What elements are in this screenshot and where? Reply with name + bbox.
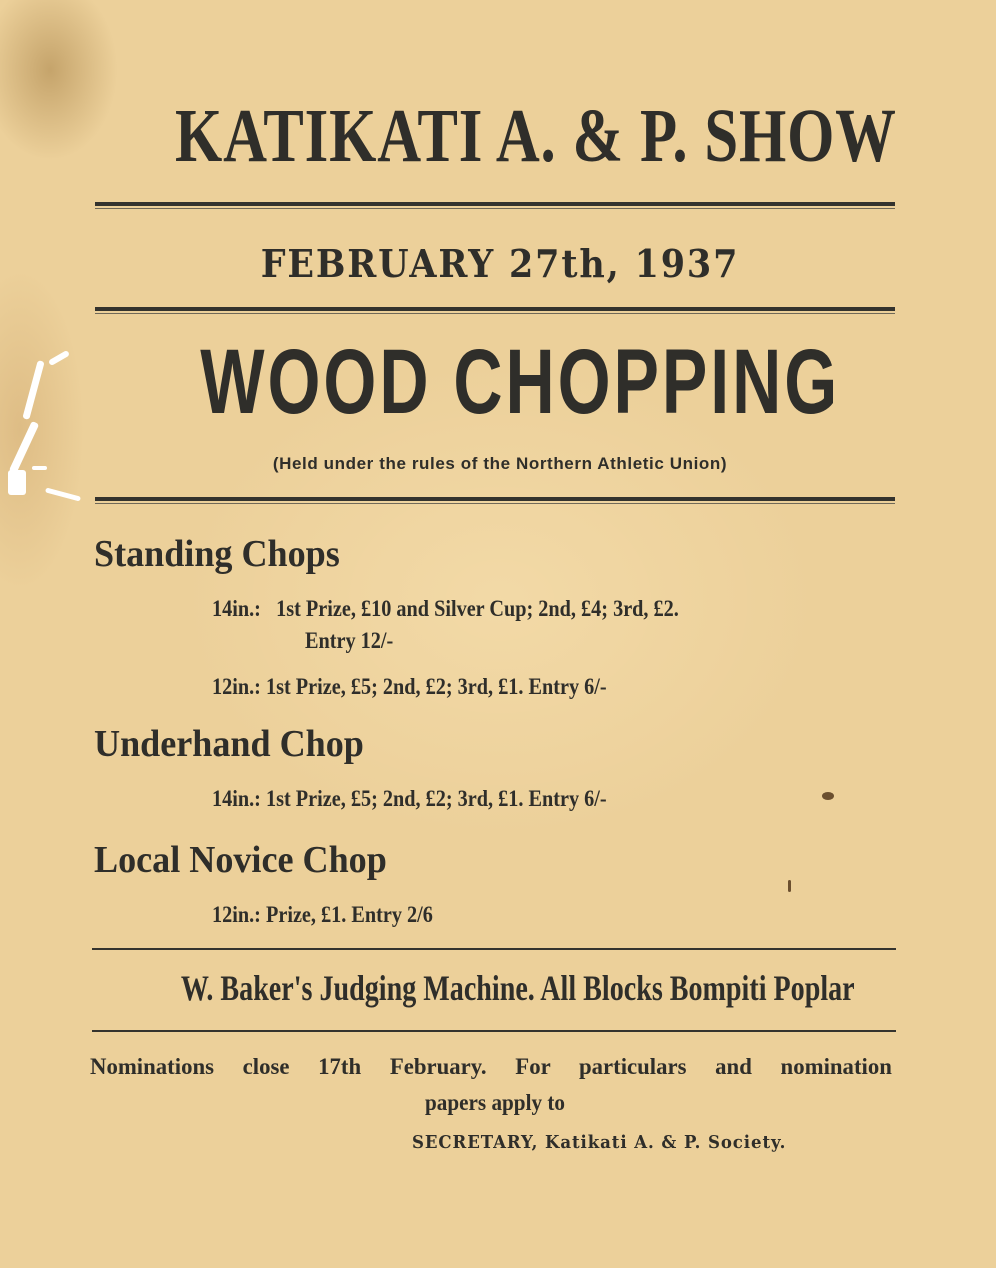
block-size: 14in.:: [212, 786, 261, 811]
prize-text: 1st Prize, £5; 2nd, £2; 3rd, £1. Entry 6/-: [265, 786, 607, 811]
section-heading-local-novice-chop: Local Novice Chop: [94, 839, 387, 881]
paper-tear: [48, 350, 70, 366]
block-size: 12in.:: [212, 674, 261, 699]
stain-spot: [788, 880, 791, 892]
prize-line: [212, 784, 607, 814]
paper-tear: [8, 470, 26, 495]
divider-rule: [95, 202, 895, 210]
nominations-note: Nominations close 17th February. For particulars and nomination: [90, 1054, 892, 1079]
section-heading-standing-chops: Standing Chops: [94, 533, 340, 575]
prize-text: 1st Prize, £10 and Silver Cup; 2nd, £4; 3rd, £2.: [276, 596, 679, 621]
judging-note: W. Baker's Judging Machine. All Blocks Bompiti Poplar: [180, 968, 855, 1008]
secretary-contact: SECRETARY, Katikati A. & P. Society.: [412, 1132, 787, 1153]
block-size: 12in.:: [212, 902, 261, 927]
rules-note: (Held under the rules of the Northern Athletic Union): [272, 454, 728, 473]
block-size: 14in.:: [212, 596, 261, 621]
divider-rule: [95, 307, 895, 315]
divider-rule: [95, 497, 895, 505]
event-date: FEBRUARY 27th, 1937: [260, 241, 740, 286]
nominations-note-cont: papers apply to: [425, 1090, 565, 1115]
prize-text: 1st Prize, £5; 2nd, £2; 3rd, £1. Entry 6/-: [265, 674, 607, 699]
stain-spot: [822, 792, 834, 800]
paper-tear: [32, 466, 47, 470]
section-heading-underhand-chop: Underhand Chop: [94, 723, 364, 765]
divider-rule: [92, 1030, 896, 1032]
prize-text: Prize, £1. Entry 2/6: [265, 902, 433, 927]
prize-line: [212, 672, 607, 702]
paper-tear: [22, 360, 44, 420]
paper-tear: [45, 487, 81, 501]
prize-line: [212, 594, 679, 624]
divider-rule: [92, 948, 896, 950]
show-title: KATIKATI A. & P. SHOW: [175, 94, 897, 178]
prize-line: [212, 900, 433, 930]
event-heading: WOOD CHOPPING: [200, 331, 841, 433]
entry-fee: Entry 12/-: [305, 628, 394, 653]
